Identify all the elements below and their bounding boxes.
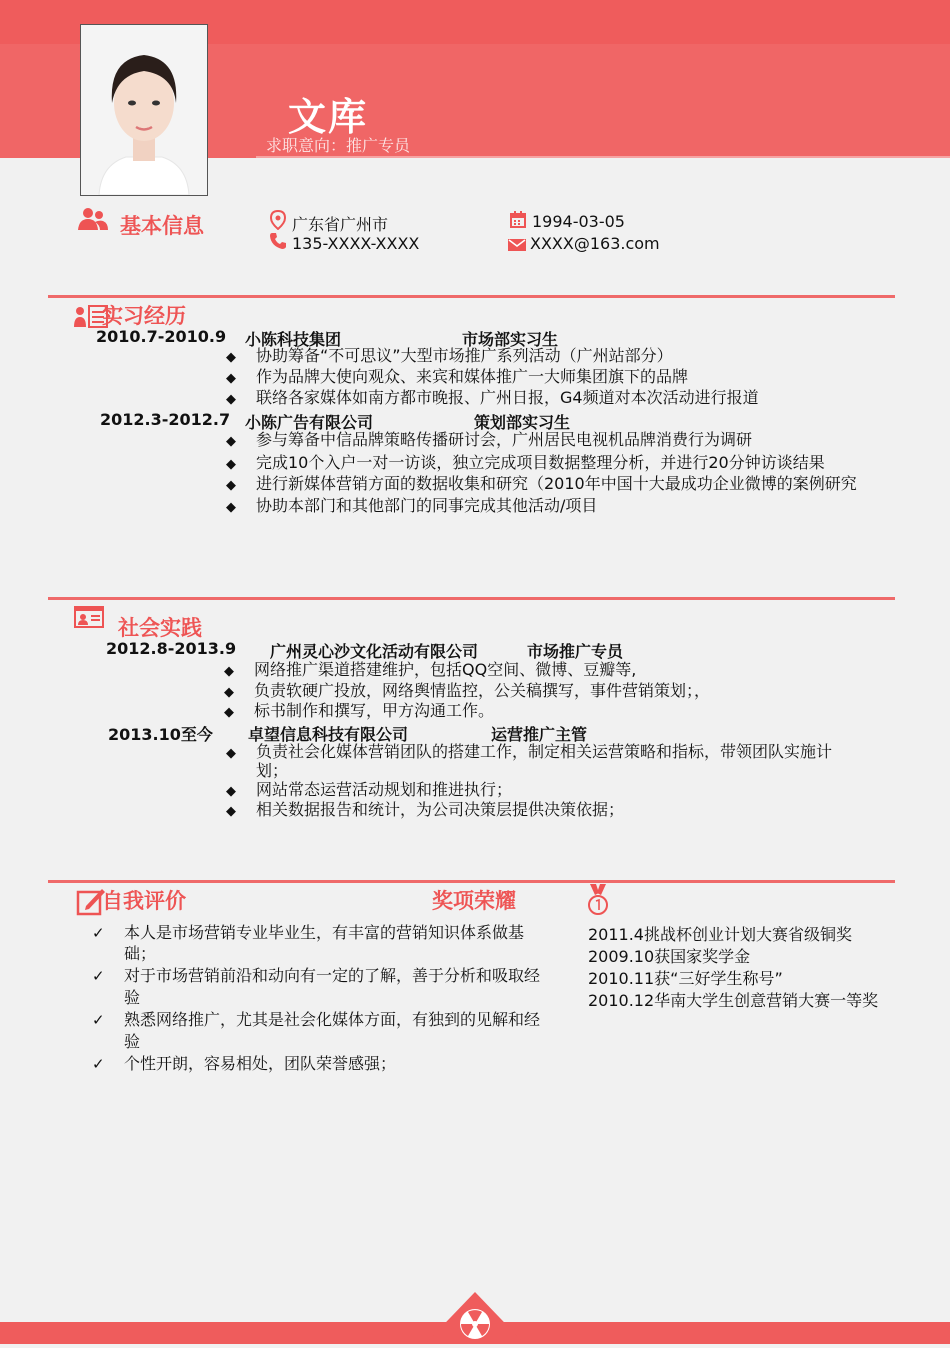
diamond-bullet-icon: ◆ [224,705,234,720]
list-item: ✓ 对于市场营销前沿和动向有一定的了解，善于分析和吸取经 [92,966,541,985]
diamond-bullet-icon: ◆ [226,434,236,449]
list-item-continuation: 验 [124,988,141,1007]
list-item: ◆ 网站常态运营活动规划和推进执行； [226,780,512,802]
basic-info-title: 基本信息 [120,214,204,238]
section-divider [48,880,895,883]
entry-company: 小陈广告有限公司 [245,413,374,432]
birth-date-text: 1994-03-05 [532,212,625,231]
list-item: ◆ 进行新媒体营销方面的数据收集和研究（2010年中国十大最成功企业微博的案例研究 [226,474,857,496]
job-intent: 求职意向：推广专员 [266,136,411,155]
phone-icon [269,232,287,254]
list-item: ◆ 协助本部门和其他部门的同事完成其他活动/项目 [226,496,597,518]
header-underline [256,156,950,158]
diamond-bullet-icon: ◆ [226,784,236,799]
list-item-continuation: 验 [124,1032,141,1051]
medal-icon [586,884,610,920]
diamond-bullet-icon: ◆ [226,392,236,407]
diamond-bullet-icon: ◆ [226,478,236,493]
email-text: XXXX@163.com [530,234,660,253]
entry-company: 小陈科技集团 [245,330,342,349]
location-pin-icon [270,210,286,234]
entry-date: 2010.7-2010.9 [96,327,227,346]
list-item: ◆ 标书制作和撰写，甲方沟通工作。 [224,701,494,723]
list-item: ◆ 联络各家媒体如南方都市晚报、广州日报，G4频道对本次活动进行报道 [226,388,759,410]
list-item: ◆ 网络推广渠道搭建维护，包括QQ空间、微博、豆瓣等, [224,660,636,682]
entry-date: 2013.10至今 [108,725,213,744]
section-divider [48,295,895,298]
calendar-icon [510,211,526,232]
entry-role: 策划部实习生 [474,413,571,432]
list-item: ◆ 相关数据报告和统计，为公司决策层提供决策依据； [226,800,624,822]
list-item: ◆ 完成10个入户一对一访谈，独立完成项目数据整理分析，并进行20分钟访谈结果 [226,453,825,475]
diamond-bullet-icon: ◆ [226,804,236,819]
email-icon [508,236,526,255]
diamond-bullet-icon: ◆ [226,371,236,386]
list-item: ✓ 个性开朗，容易相处，团队荣誉感强； [92,1054,397,1073]
check-icon: ✓ [92,1055,105,1073]
award-item: 2010.11获“三好学生称号” [588,969,783,988]
location-text: 广东省广州市 [292,215,389,234]
list-item-continuation: 础； [124,944,157,963]
list-item: ◆ 协助筹备“不可思议”大型市场推广系列活动（广州站部分） [226,346,673,368]
candidate-name: 文库 [288,95,369,139]
list-item: ◆ 参与筹备中信品牌策略传播研讨会，广州居民电视机品牌消费行为调研 [226,430,752,452]
practice-title: 社会实践 [118,616,202,640]
diamond-bullet-icon: ◆ [226,500,236,515]
entry-role: 市场推广专员 [527,642,624,661]
award-item: 2009.10获国家奖学金 [588,947,751,966]
entry-date: 2012.3-2012.7 [100,410,231,429]
entry-role: 运营推广主管 [491,725,588,744]
phone-text: 135-XXXX-XXXX [292,234,420,253]
check-icon: ✓ [92,1011,105,1029]
check-icon: ✓ [92,967,105,985]
diamond-bullet-icon: ◆ [226,350,236,365]
people-icon [78,206,108,236]
section-divider [48,597,895,600]
diamond-bullet-icon: ◆ [224,685,234,700]
entry-company: 广州灵心沙文化活动有限公司 [270,642,479,661]
list-item: ◆ 作为品牌大使向观众、来宾和媒体推广一大师集团旗下的品牌 [226,367,688,389]
list-item: ✓ 熟悉网络推广，尤其是社会化媒体方面，有独到的见解和经 [92,1010,541,1029]
diamond-bullet-icon: ◆ [226,746,236,761]
check-icon: ✓ [92,924,105,942]
self-eval-title: 自我评价 [102,889,186,913]
award-item: 2010.12华南大学生创意营销大赛一等奖 [588,991,879,1010]
entry-date: 2012.8-2013.9 [106,639,237,658]
list-item: ◆ 负责软硬广投放，网络舆情监控，公关稿撰写，事件营销策划；， [224,681,710,703]
entry-company: 卓望信息科技有限公司 [248,725,409,744]
footer-emblem [425,1290,525,1348]
internship-title: 实习经历 [102,304,186,328]
id-card-icon [74,606,104,632]
award-item: 2011.4挑战杯创业计划大赛省级铜奖 [588,925,852,944]
list-item-continuation: 划； [256,761,289,780]
profile-photo [80,24,208,196]
awards-title: 奖项荣耀 [432,889,516,913]
list-item: ✓ 本人是市场营销专业毕业生，有丰富的营销知识体系做基 [92,923,525,942]
diamond-bullet-icon: ◆ [224,664,234,679]
entry-role: 市场部实习生 [462,330,559,349]
diamond-bullet-icon: ◆ [226,457,236,472]
list-item: ◆ 负责社会化媒体营销团队的搭建工作，制定相关运营策略和指标，带领团队实施计 [226,742,832,764]
